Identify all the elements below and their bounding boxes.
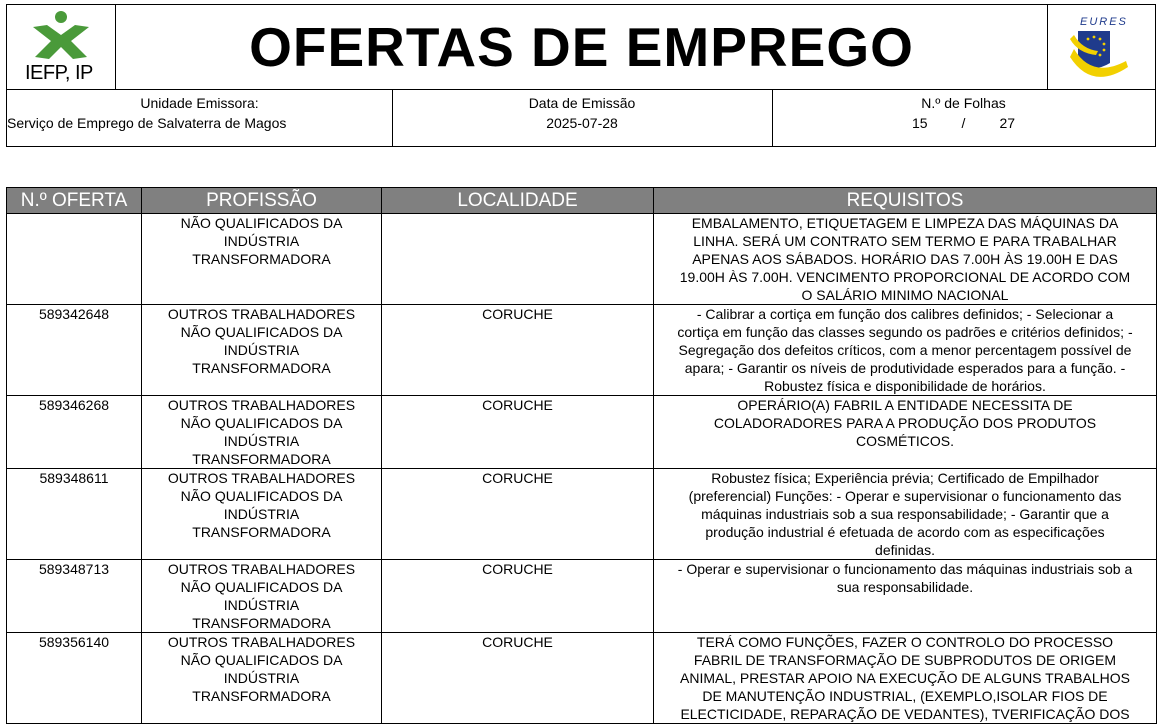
cell-line: INDÚSTRIA (223, 597, 300, 613)
cell-profissao (142, 633, 382, 724)
cell-line: INDÚSTRIA (223, 342, 300, 358)
cell-profissao (142, 396, 382, 469)
cell-oferta: 589346268 (7, 396, 142, 469)
cell-line: EMBALAMENTO, ETIQUETAGEM E LIMPEZA DAS MÁQUINAS DA (691, 215, 1119, 231)
cell-line: OUTROS TRABALHADORES (167, 561, 356, 577)
cell-line: DE MANUTENÇÃO INDUSTRIAL, (EXEMPLO,ISOLAR FIOS DE (702, 688, 1108, 704)
cell-line: NÃO QUALIFICADOS DA (180, 488, 343, 504)
iefp-logo-text: IEFP, IP (25, 62, 93, 84)
cell-localidade (382, 214, 654, 305)
cell-line: NÃO QUALIFICADOS DA (180, 579, 343, 595)
cell-localidade: CORUCHE (382, 396, 654, 469)
cell-line: TERÁ COMO FUNÇÕES, FAZER O CONTROLO DO PROCESSO (696, 634, 1114, 650)
cell-requisitos (654, 560, 1157, 633)
cell-line: OPERÁRIO(A) FABRIL A ENTIDADE NECESSITA DE (737, 397, 1073, 413)
cell-line: máquinas industriais sob a sua responsabilidade; - Garantir que a (701, 506, 1109, 522)
cell-line: TRANSFORMADORA (192, 251, 331, 267)
cell-requisitos (654, 396, 1157, 469)
cell-line: Robustez física; Experiência prévia; Certificado de Empilhador (711, 470, 1099, 486)
unidade-emissora (7, 90, 393, 146)
cell-line: apara; - Garantir os níveis de produtividade esperados para a função. - (684, 360, 1126, 376)
cell-line: COSMÉTICOS. (855, 433, 954, 449)
cell-line: OUTROS TRABALHADORES (167, 397, 356, 413)
cell-profissao (142, 214, 382, 305)
cell-requisitos (654, 214, 1157, 305)
cell-line: INDÚSTRIA (223, 670, 300, 686)
cell-line: COLADORADORES PARA A PRODUÇÃO DOS PRODUTOS (713, 415, 1097, 431)
cell-line: sua responsabilidade. (836, 579, 974, 595)
cell-line: INDÚSTRIA (223, 433, 300, 449)
data-label: Data de Emissão (528, 95, 636, 111)
table-header-row (7, 188, 1157, 214)
table-row (7, 305, 1157, 396)
folhas-total: 27 (999, 115, 1016, 131)
unidade-value: Serviço de Emprego de Salvaterra de Magos (7, 115, 287, 131)
cell-line: TRANSFORMADORA (192, 688, 331, 704)
cell-line: APENAS AOS SÁBADOS. HORÁRIO DAS 7.00H ÀS 19.00H E DAS (692, 251, 1118, 267)
cell-line: Segregação dos defeitos críticos, com a menor percentagem possível de (678, 342, 1132, 358)
cell-line: LINHA. SERÁ UM CONTRATO SEM TERMO E PARA TRABALHAR (693, 233, 1117, 249)
cell-line: NÃO QUALIFICADOS DA (180, 324, 343, 340)
cell-oferta: 589348713 (7, 560, 142, 633)
cell-line: - Calibrar a cortiça em função dos calibres definidos; - Selecionar a (696, 306, 1114, 322)
cell-line: NÃO QUALIFICADOS DA (180, 215, 343, 231)
cell-oferta: 589348611 (7, 469, 142, 560)
cell-line: INDÚSTRIA (223, 506, 300, 522)
cell-requisitos (654, 633, 1157, 724)
iefp-logo (7, 5, 116, 89)
table-row (7, 633, 1157, 724)
eures-logo (1047, 5, 1155, 89)
cell-line: ANIMAL, PRESTAR APOIO NA EXECUÇÃO DE ALGUNS TRABALHOS (680, 670, 1130, 686)
table-row (7, 469, 1157, 560)
col-requisitos: REQUISITOS (654, 188, 1157, 214)
cell-profissao (142, 469, 382, 560)
cell-line: INDÚSTRIA (223, 233, 300, 249)
cell-line: OUTROS TRABALHADORES (167, 470, 356, 486)
cell-line: - Operar e supervisionar o funcionamento das máquinas industriais sob a (677, 561, 1133, 577)
cell-line: ELECTICIDADE, REPARAÇÃO DE VEDANTES), TVERIFICAÇÃO DOS (680, 706, 1130, 722)
cell-line: OUTROS TRABALHADORES (167, 306, 356, 322)
col-profissao: PROFISSÃO (142, 188, 382, 214)
cell-oferta: 589342648 (7, 305, 142, 396)
cell-requisitos (654, 305, 1157, 396)
cell-line: FABRIL DE TRANSFORMAÇÃO DE SUBPRODUTOS DE ORIGEM (693, 652, 1117, 668)
cell-localidade: CORUCHE (382, 305, 654, 396)
numero-folhas (772, 90, 1155, 146)
col-localidade: LOCALIDADE (382, 188, 654, 214)
data-emissao (392, 90, 773, 146)
document-header (6, 4, 1156, 90)
cell-line: NÃO QUALIFICADOS DA (180, 652, 343, 668)
unidade-label: Unidade Emissora: (140, 95, 259, 111)
cell-line: definidas. (875, 542, 935, 558)
col-oferta: N.º OFERTA (7, 188, 142, 214)
folhas-current: 15 (911, 115, 928, 131)
cell-oferta: 589356140 (7, 633, 142, 724)
emission-info (6, 89, 1156, 147)
cell-profissao (142, 560, 382, 633)
cell-line: TRANSFORMADORA (192, 360, 331, 376)
cell-line: produção industrial é efetuada de acordo com as especificações (705, 524, 1105, 540)
folhas-separator: / (961, 115, 966, 131)
folhas-label: N.º de Folhas (921, 95, 1006, 111)
cell-localidade: CORUCHE (382, 469, 654, 560)
cell-line: Robustez física e disponibilidade de horários. (764, 378, 1046, 394)
cell-oferta (7, 214, 142, 305)
cell-line: NÃO QUALIFICADOS DA (180, 415, 343, 431)
table-row (7, 560, 1157, 633)
eures-emblem-icon (1048, 5, 1155, 89)
cell-profissao (142, 305, 382, 396)
cell-line: (preferencial) Funções: - Operar e supervisionar o funcionamento das (688, 488, 1122, 504)
cell-localidade: CORUCHE (382, 633, 654, 724)
cell-line: 19.00H ÀS 7.00H. VENCIMENTO PROPORCIONAL DE ACORDO COM (679, 269, 1131, 285)
table-row (7, 214, 1157, 305)
cell-line: TRANSFORMADORA (192, 524, 331, 540)
cell-line: O SALÁRIO MINIMO NACIONAL (801, 287, 1009, 303)
cell-requisitos (654, 469, 1157, 560)
eures-logo-text: EURES (1080, 16, 1128, 28)
cell-line: TRANSFORMADORA (192, 615, 331, 631)
data-value: 2025-07-28 (546, 115, 618, 131)
cell-localidade: CORUCHE (382, 560, 654, 633)
offers-table (6, 187, 1157, 724)
iefp-x-icon (7, 5, 115, 65)
folhas-value (772, 115, 1155, 131)
cell-line: TRANSFORMADORA (192, 451, 331, 467)
table-row (7, 396, 1157, 469)
cell-line: OUTROS TRABALHADORES (167, 634, 356, 650)
page-title: OFERTAS DE EMPREGO (249, 16, 914, 78)
cell-line: cortiça em função das classes segundo os padrões e critérios definidos; - (677, 324, 1133, 340)
